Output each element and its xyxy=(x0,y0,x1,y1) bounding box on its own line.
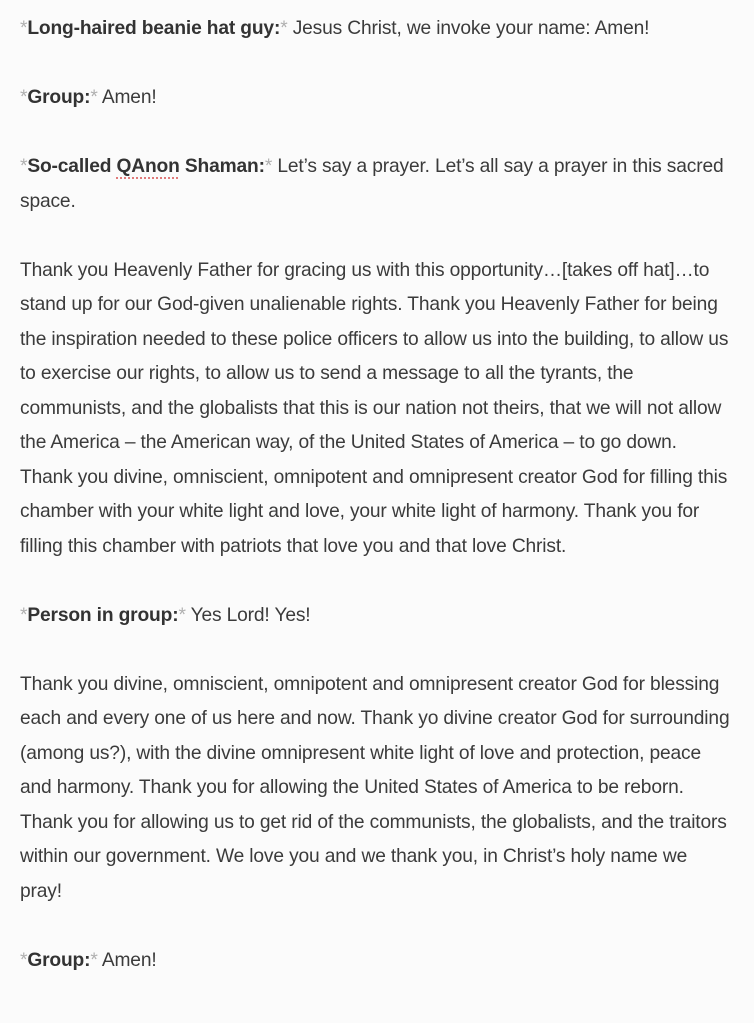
speaker-label: Group: xyxy=(27,87,91,108)
markdown-asterisk: * xyxy=(20,18,28,39)
markdown-asterisk: * xyxy=(90,87,98,108)
markdown-asterisk: * xyxy=(20,949,28,971)
speaker-label: Group: xyxy=(27,949,91,971)
speaker-label-prefix: So-called xyxy=(27,156,117,177)
dialogue-line-person-in-group xyxy=(20,599,734,634)
markdown-asterisk: * xyxy=(178,604,186,626)
dialogue-text: Let’s say a prayer. Let’s all say a prayer in this sacred space. xyxy=(20,156,724,212)
speaker-label: Long-haired beanie hat guy: xyxy=(27,18,281,39)
prayer-paragraph-2: Thank you divine, omniscient, omnipotent and omnipresent creator God for blessing each and every one of us here and now. Thank yo divine creator God for surrounding (among us?), with the divine omnipresent white light of love and protection, peace and harmony. Thank you for allowing the United States of America to be reborn. Thank you for allowing us to get rid of the communists, the globalists, and the traitors within our government. We love you and we thank you, in Christ’s holy name we pray! xyxy=(20,673,730,902)
dialogue-line-beanie-guy xyxy=(20,12,734,47)
markdown-asterisk: * xyxy=(264,156,273,177)
markdown-asterisk: * xyxy=(90,949,98,971)
speaker-label: Person in group: xyxy=(27,604,179,626)
dialogue-text: Amen! xyxy=(97,949,157,971)
markdown-asterisk: * xyxy=(280,18,288,39)
dialogue-text: Yes Lord! Yes! xyxy=(185,604,311,626)
dialogue-line-group xyxy=(20,81,734,116)
speaker-label xyxy=(27,156,265,177)
dialogue-text: Amen! xyxy=(97,87,157,108)
markdown-asterisk: * xyxy=(20,604,28,626)
speaker-label-suffix: Shaman: xyxy=(179,156,265,177)
dialogue-line-shaman xyxy=(20,150,734,219)
spellcheck-flagged-word[interactable]: QAnon xyxy=(116,156,180,177)
dialogue-text: Jesus Christ, we invoke your name: Amen! xyxy=(287,18,650,39)
dialogue-line-group-final xyxy=(20,944,734,979)
prayer-paragraph-1: Thank you Heavenly Father for gracing us with this opportunity…[takes off hat]…to stand up for our God-given unalienable rights. Thank you Heavenly Father for being the inspiration needed to these police officers to allow us into the building, to allow us to exercise our rights, to allow us to send a message to all the tyrants, the communists, and the globalists that this is our nation not theirs, that we will not allow the America – the American way, of the United States of America – to go down. Thank you divine, omniscient, omnipotent and omnipresent creator God for filling this chamber with your white light and love, your white light of harmony. Thank you for filling this chamber with patriots that love you and that love Christ. xyxy=(20,259,729,557)
markdown-asterisk: * xyxy=(20,87,28,108)
markdown-asterisk: * xyxy=(20,156,28,177)
